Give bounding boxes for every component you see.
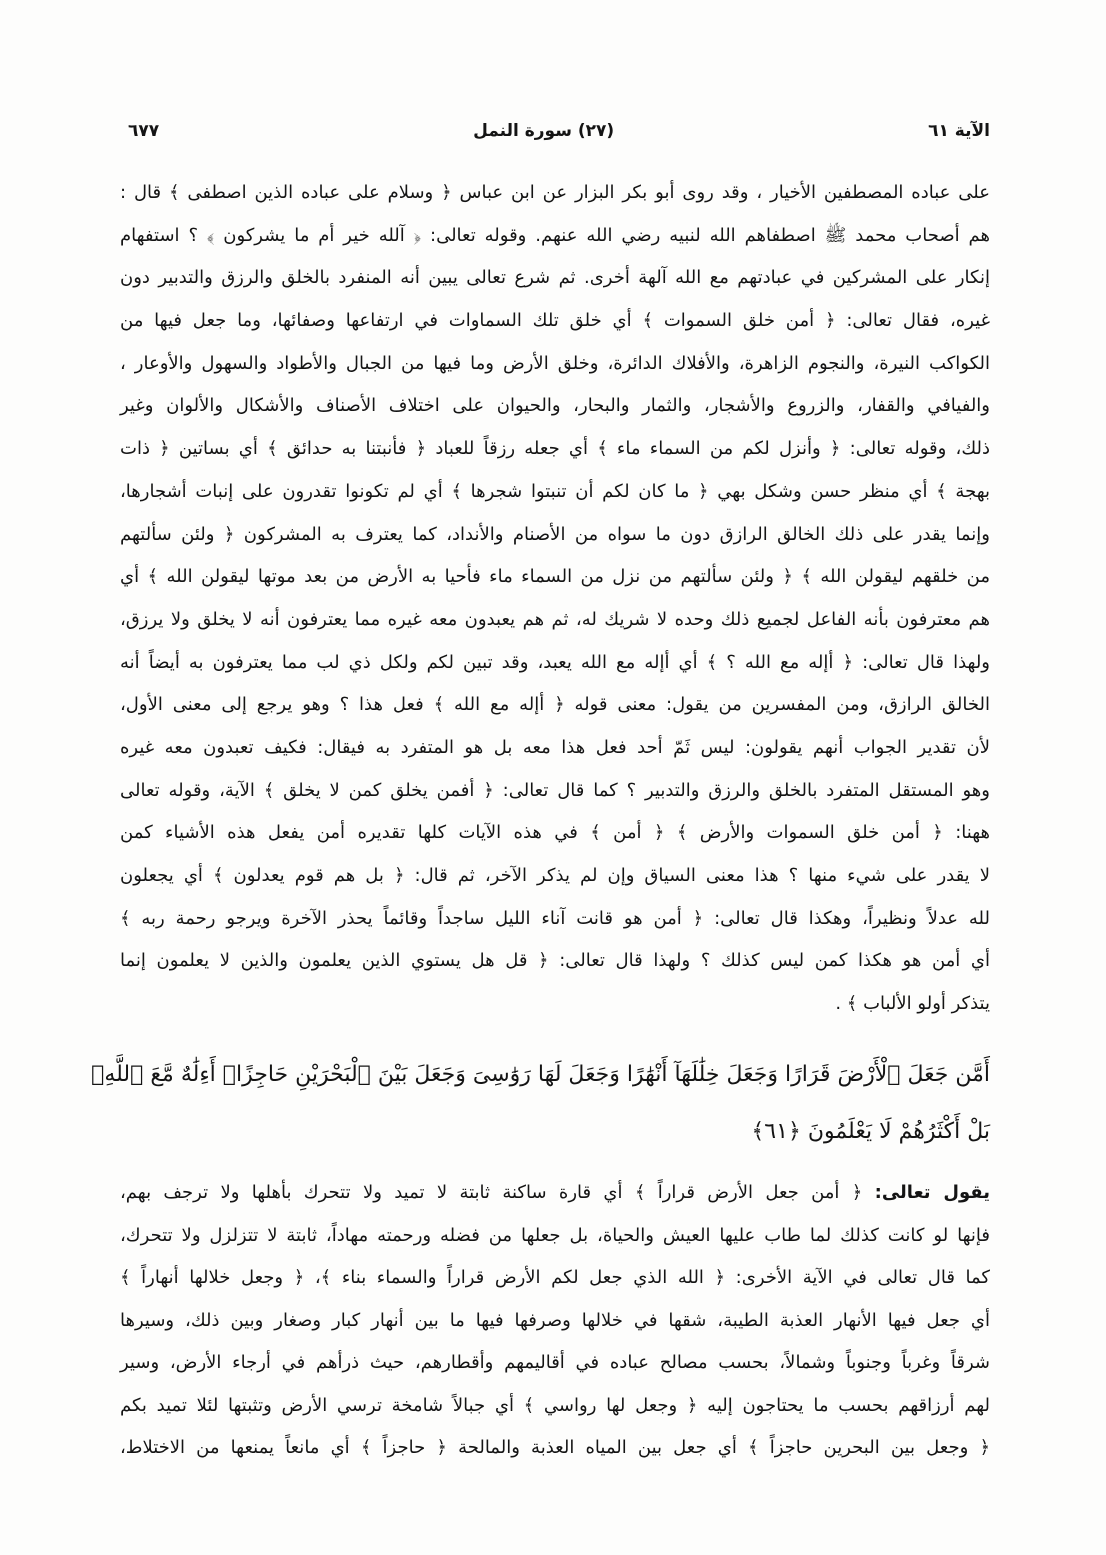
- text-line: ذلك، وقوله تعالى: ﴿ وأنزل لكم من السماء ماء ﴾ أي جعله رزقاً للعباد ﴿ فأنبتنا به حدائق ﴾ أي بساتين ﴿ ذات: [120, 438, 990, 460]
- text-line: أي جعل فيها الأنهار العذبة الطيبة، شقها في خلالها وصرفها فيها ما بين أنهار كبار وصغار وبين ذلك، وسيرها: [120, 1309, 990, 1331]
- text-line: كما قال تعالى في الآية الأخرى: ﴿ الله الذي جعل لكم الأرض قراراً والسماء بناء ﴾، ﴿ وجعل خلالها أنهاراً ﴾: [120, 1267, 990, 1288]
- text-line: والفيافي والقفار، والزروع والأشجار، والثمار والبحار، والحيوان على اختلاف الأصناف والأشكال والألوان وغير: [120, 395, 990, 417]
- text-line: هم أصحاب محمد ﷺ اصطفاهم الله لنبيه رضي الله عنهم. وقوله تعالى: ﴿ آلله خير أم ما يشركون ﴾ ؟ استفهام: [120, 224, 990, 246]
- verse-line: بَلْ أَكْثَرُهُمْ لَا يَعْلَمُونَ ﴿٦١﴾: [751, 1119, 990, 1144]
- text-line: فإنها لو كانت كذلك لما طاب عليها العيش والحياة، بل جعلها من فضله ورحمته مهاداً، ثابتة لا تتزلزل ولا تتحرك،: [120, 1224, 990, 1246]
- text-line: لأن تقدير الجواب أنهم يقولون: ليس ثَمّ أحد فعل هذا معه بل هو المتفرد به فيقال: فكيف تعبدون معه غيره: [120, 736, 990, 758]
- commentary-paragraph-2: [120, 1172, 990, 1470]
- paragraph-lead: يقول تعالى:: [874, 1182, 990, 1203]
- text-line: يتذكر أولو الألباب ﴾ .: [835, 993, 990, 1015]
- commentary-paragraph-1: [120, 172, 990, 1026]
- verse-line: أَمَّن جَعَلَ ٱلْأَرْضَ قَرَارًا وَجَعَلَ خِلَٰلَهَآ أَنْهَٰرًا وَجَعَلَ لَهَا رَوَٰسِىَ وَجَعَلَ بَيْنَ ٱلْبَحْرَيْنِ حَاجِزًاۗ أَءِلَٰهٌ مَّعَ ٱللَّهِۚ: [91, 1062, 990, 1087]
- text-line: لهم أرزاقهم بحسب ما يحتاجون إليه ﴿ وجعل لها رواسي ﴾ أي جبالاً شامخة ترسي الأرض وتثبتها لئلا تميد بكم: [120, 1394, 990, 1416]
- text-line: وهو المستقل المتفرد بالخلق والرزق والتدبير ؟ كما قال تعالى: ﴿ أفمن يخلق كمن لا يخلق ﴾ الآية، وقوله تعالى: [120, 779, 990, 801]
- text-line: ﴿ وجعل بين البحرين حاجزاً ﴾ أي جعل بين المياه العذبة والمالحة ﴿ حاجزاً ﴾ أي مانعاً يمنعها من الاختلاط،: [120, 1437, 990, 1458]
- text-line: غيره، فقال تعالى: ﴿ أمن خلق السموات ﴾ أي خلق تلك السماوات في ارتفاعها وصفائها، وما جعل فيها من: [120, 310, 990, 332]
- text-line: من خلقهم ليقولن الله ﴾ ﴿ ولئن سألتهم من نزل من السماء ماء فأحيا به الأرض من بعد موتها ليقولن الله ﴾ أي: [120, 566, 990, 588]
- text-line: شرقاً وغرباً وجنوباً وشمالاً، بحسب مصالح عباده في أقاليمهم وأقطارهم، حيث ذرأهم في أرجاء الأرض، وسير: [120, 1352, 990, 1373]
- text-line: ههنا: ﴿ أمن خلق السموات والأرض ﴾ ﴿ أمن ﴾ في هذه الآيات كلها تقديره أمن يفعل هذه الأشياء كمن: [120, 822, 990, 844]
- text-line: لله عدلاً ونظيراً، وهكذا قال تعالى: ﴿ أمن هو قانت آناء الليل ساجداً وقائماً يحذر الآخرة ويرجو رحمة ربه ﴾: [120, 907, 990, 929]
- verse-reference: الآية ٦١: [928, 121, 990, 141]
- text-line-rest: ﴿ أمن جعل الأرض قراراً ﴾ أي قارة ساكنة ثابتة لا تميد ولا تتحرك بأهلها ولا ترجف بهم،: [120, 1182, 863, 1203]
- text-line: إنكار على المشركين في عبادتهم مع الله آلهة أخرى. ثم شرع تعالى يبين أنه المنفرد بالخلق والرزق والتدبير دون: [120, 267, 990, 289]
- text-line: هم معترفون بأنه الفاعل لجميع ذلك وحده لا شريك له، ثم هم يعبدون معه غيره مما يعترفون أنه لا يخلق ولا يرزق،: [120, 608, 990, 630]
- page-number: ٦٧٧: [128, 121, 160, 141]
- surah-title: (٢٧) سورة النمل: [473, 121, 615, 141]
- text-line: لا يقدر على شيء منها ؟ هذا معنى السياق وإن لم يذكر الآخر، ثم قال: ﴿ بل هم قوم يعدلون ﴾ أي يجعلون: [120, 865, 990, 886]
- text-line: ولهذا قال تعالى: ﴿ أإله مع الله ؟ ﴾ أي أإله مع الله يعبد، وقد تبين لكم ولكل ذي لب مما يعترفون به أيضاً أنه: [120, 651, 990, 673]
- running-header: [128, 116, 990, 146]
- quran-verse: [91, 1046, 990, 1160]
- text-line: وإنما يقدر على ذلك الخالق الرازق دون ما سواه من الأصنام والأنداد، كما يعترف به المشركون ﴿ ولئن سألتهم: [120, 523, 990, 545]
- text-line: بهجة ﴾ أي منظر حسن وشكل بهي ﴿ ما كان لكم أن تنبتوا شجرها ﴾ أي لم تكونوا تقدرون على إنبات أشجارها،: [120, 480, 990, 502]
- text-line: أي أمن هو هكذا كمن ليس كذلك ؟ ولهذا قال تعالى: ﴿ قل هل يستوي الذين يعلمون والذين لا يعلمون إنما: [120, 950, 990, 972]
- text-line: الكواكب النيرة، والنجوم الزاهرة، والأفلاك الدائرة، وخلق الأرض وما فيها من الجبال والأطواد والسهول والأوعار ،: [120, 352, 990, 374]
- text-line: الخالق الرازق، ومن المفسرين من يقول: معنى قوله ﴿ أإله مع الله ﴾ فعل هذا ؟ وهو يرجع إلى معنى الأول،: [120, 694, 990, 716]
- text-line: [120, 1172, 990, 1215]
- text-line: على عباده المصطفين الأخيار ، وقد روى أبو بكر البزار عن ابن عباس ﴿ وسلام على عباده الذين اصطفى ﴾ قال :: [120, 182, 990, 203]
